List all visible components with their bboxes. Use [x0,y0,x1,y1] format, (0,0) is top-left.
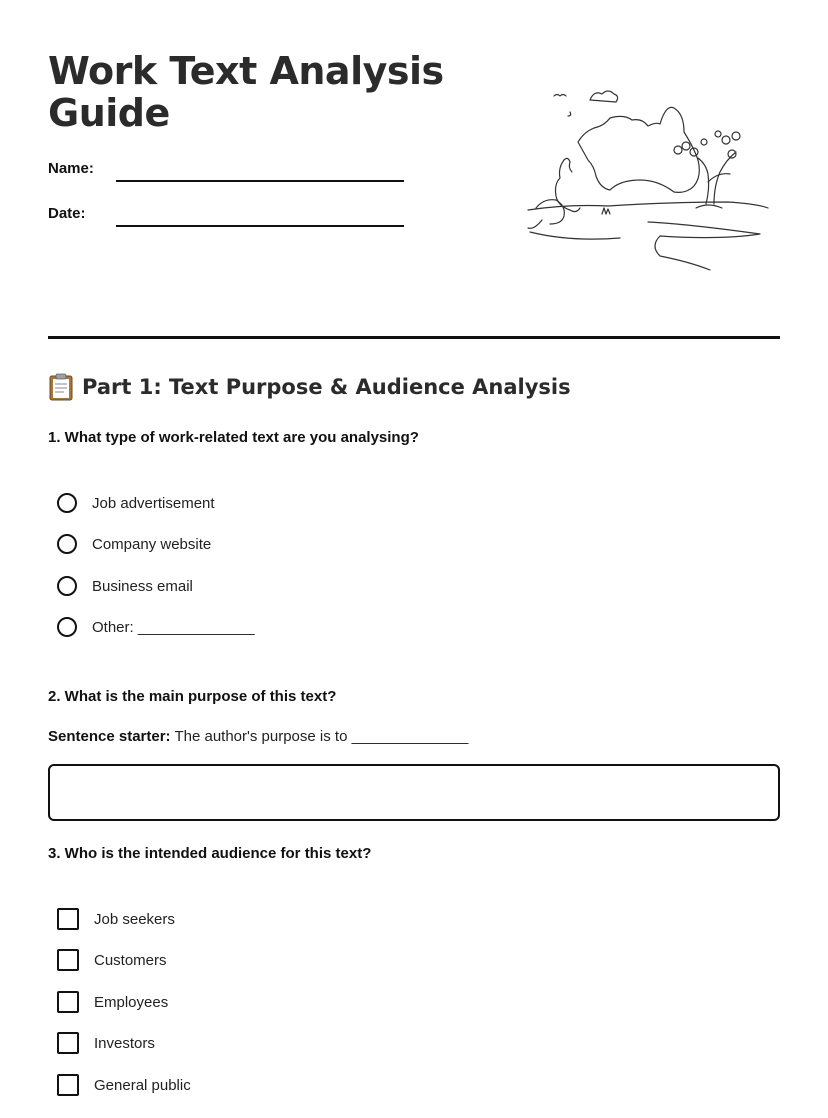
option-label: Employees [94,993,169,1011]
option-label: Job advertisement [92,494,215,512]
q3-option-general-public[interactable] [57,1073,191,1097]
q1-option-company-website[interactable] [57,532,211,556]
date-field[interactable] [116,225,404,227]
checkbox[interactable] [57,991,79,1013]
checkbox[interactable] [57,949,79,971]
option-label: Company website [92,535,212,553]
q3-option-investors[interactable] [57,1031,155,1055]
q1-option-business-email[interactable] [57,574,193,598]
q1-option-job-advertisement[interactable] [57,491,215,515]
date-label: Date: [48,205,86,222]
clipboard-icon [48,373,74,401]
sentence-starter [48,728,468,745]
radio-button[interactable] [57,617,77,637]
q3-option-customers[interactable] [57,948,167,972]
option-label: Customers [94,951,167,969]
radio-button[interactable] [57,534,77,554]
q3-option-job-seekers[interactable] [57,907,175,931]
australia-landscape-illustration [518,82,774,272]
option-label: Investors [94,1034,155,1052]
question-3-label: 3. Who is the intended audience for this text? [48,845,372,862]
checkbox[interactable] [57,1032,79,1054]
name-label: Name: [48,160,94,177]
option-label: Business email [92,577,193,595]
question-2-label: 2. What is the main purpose of this text? [48,688,337,705]
option-label: General public [94,1076,191,1094]
sentence-starter-text: The author's purpose is to ______________ [170,728,469,745]
radio-button[interactable] [57,576,77,596]
question-1-label: 1. What type of work-related text are you analysing? [48,429,419,446]
sentence-starter-label: Sentence starter: [48,728,171,745]
section-divider [48,336,780,339]
checkbox[interactable] [57,1074,79,1096]
option-label: Job seekers [94,910,175,928]
name-field[interactable] [116,180,404,182]
part1-title [48,373,571,401]
purpose-answer-box[interactable] [48,764,780,821]
part1-title-text: Part 1: Text Purpose & Audience Analysis [82,375,571,399]
q1-option-other[interactable] [57,615,255,639]
checkbox[interactable] [57,908,79,930]
q3-option-employees[interactable] [57,990,168,1014]
option-label: Other: ______________ [92,618,255,636]
page-title: Work Text Analysis Guide [48,49,444,135]
radio-button[interactable] [57,493,77,513]
